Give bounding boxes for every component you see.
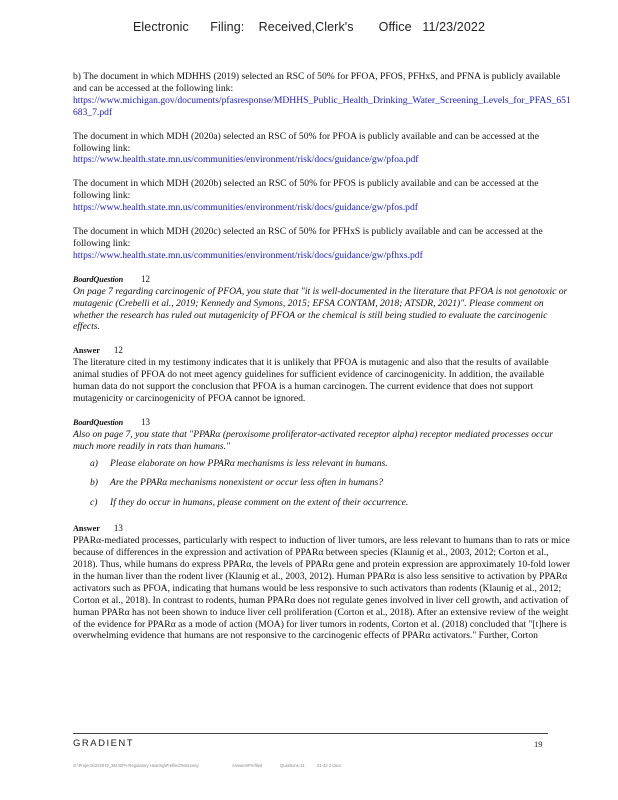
paragraph-mdh-2020b — [73, 178, 571, 214]
answer-label: Answer 13 — [73, 523, 123, 534]
file-questions-meta: Questions-11 — [280, 763, 305, 768]
pfhxs-link[interactable]: https://www.health.state.mn.us/communities/environment/risk/docs/guidance/gw/pfhxs.pdf — [73, 249, 423, 261]
pfos-link[interactable]: https://www.health.state.mn.us/communities/environment/risk/docs/guidance/gw/pfos.pdf — [73, 202, 418, 214]
page-number: 19 — [534, 739, 543, 749]
footer-divider — [73, 733, 548, 734]
file-path-meta: G:\Projects\222072_3M IEPA Regulatory Hearing\PrefiledTestimony — [73, 763, 199, 768]
paragraph-text: The document in which MDH (2020c) selected an RSC of 50% for PFHxS is publicly available and can be accessed at the following link: — [73, 226, 543, 249]
question-item-a: a) Please elaborate on how PPARα mechanisms is less relevant in humans. — [90, 457, 388, 469]
question-item-c: c) If they do occur in humans, please comment on the extent of their occurrence. — [90, 497, 409, 509]
board-question-12-text: On page 7 regarding carcinogenic of PFOA, you state that "it is well-documented in the literature that PFOA is not genotoxic or mutagenic (Crebelli et al., 2019; Kennedy and Symons, 2015; EFSA CONTAM, 2018; ATSDR, 2021)". Please comment on whether the research has ruled out mutagenicity of PFOA or the chemical is still being studied to evaluate the carcinogenic effects. — [73, 285, 568, 333]
answer-13-heading — [73, 523, 571, 535]
paragraph-text: b) The document in which MDHHS (2019) selected an RSC of 50% for PFOA, PFOS, PFHxS, and PFNA is publicly available and can be accessed at the following link: — [73, 71, 561, 94]
paragraph-mdh-2020a — [73, 131, 571, 167]
mdhhs-link[interactable]: https://www.michigan.gov/documents/pfasresponse/MDHHS_Public_Health_Drinking_Water_Screening_Levels_for_PFAS_651683_7.pdf — [73, 94, 571, 118]
paragraph-text: The document in which MDH (2020a) selected an RSC of 50% for PFOA is publicly available and can be accessed at the following link: — [73, 130, 539, 154]
gradient-logo: GRADIENT — [73, 738, 135, 749]
paragraph-text: The document in which MDH (2020b) selected an RSC of 50% for PFOS is publicly available and can be accessed at the following link: — [73, 178, 539, 202]
answer-13-text: PPARα-mediated processes, particularly with respect to induction of liver tumors, are less relevant to humans than to rats or mice because of differences in the expression and activation of PPARα between species (Klaunig et al., 2003, 2012; Corton et al., 2018). Thus, while humans do express PPARα, the levels of PPARα gene and protein expression are approximately 10-fold lower in the human liver than the rodent liver (Klaunig et al., 2003, 2012). Human PPARα is also less sensitive to activation by PPARα activators such as PFOA, indicating that humans would be less responsive to such activators than rodents (Klaunig et al., 2012; Corton et al., 2018). In contrast to rodents, human PPARα does not regulate genes involved in liver cell growth, and activation of human PPARα has not been shown to induce liver cell proliferation (Corton et al., 2018). After an extensive review of the weight of the evidence for PPARα as a mode of action (MOA) for liver tumors in rodents, Corton et al. (2018) concluded that "[t]here is overwhelming evidence that humans are not responsive to the carcinogenic effects of PPARα activators." Further, Corton — [73, 535, 571, 642]
file-date-meta: 21-22 2.docx — [317, 763, 342, 768]
answer-label: Answer 12 — [73, 345, 123, 356]
electronic-filing-header: Electronic Filing: Received,Clerk's Office 11/23/2022 — [132, 20, 486, 34]
answer-12-heading — [73, 345, 571, 357]
paragraph-mdhhs — [73, 71, 571, 119]
board-question-12-heading — [73, 274, 571, 286]
board-question-13-text: Also on page 7, you state that "PPARα (peroxisome proliferator-activated receptor alpha) receptor mediated processes occur much more readily in rats than humans." — [73, 428, 554, 452]
board-question-label: BoardQuestion 12 — [73, 273, 150, 284]
board-question-label: BoardQuestion 13 — [73, 416, 150, 427]
pfoa-link[interactable]: https://www.health.state.mn.us/communities/environment/risk/docs/guidance/gw/pfoa.pdf — [73, 154, 419, 166]
answer-12-text: The literature cited in my testimony indicates that it is unlikely that PFOA is mutagenic and also that the results of available animal studies of PFOA do not meet agency guidelines for sufficient evidence of carcinogenicity. In addition, the available human data do not support the conclusion that PFOA is a human carcinogen. The current evidence that does not support mutagenicity or carcinogenicity of PFOA cannot be ignored. — [73, 357, 549, 404]
document-body — [73, 71, 571, 642]
paragraph-mdh-2020c — [73, 226, 571, 262]
board-question-13-heading — [73, 417, 571, 429]
question-item-b: b) Are the PPARα mechanisms nonexistent or occur less often in humans? — [90, 477, 384, 489]
file-name-meta: AnswersPrefiled — [232, 763, 263, 768]
